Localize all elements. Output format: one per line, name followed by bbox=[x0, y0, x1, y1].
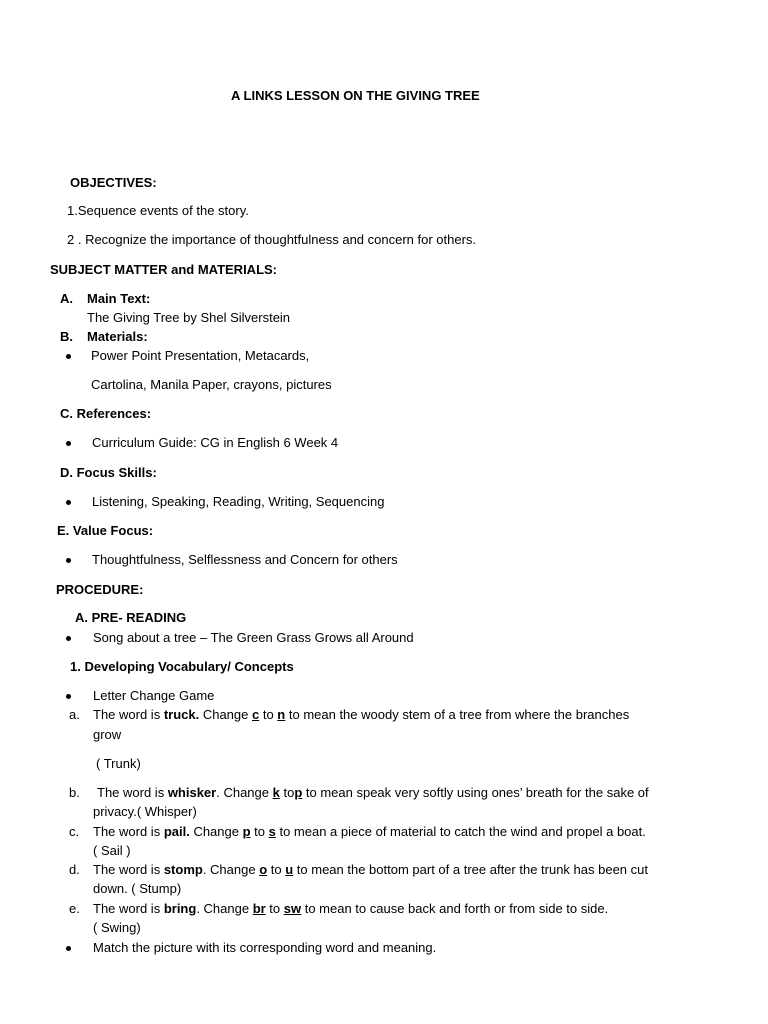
letter-from: p bbox=[242, 824, 251, 839]
letter-from: k bbox=[272, 785, 280, 800]
letter-from: br bbox=[252, 901, 266, 916]
letter-to: s bbox=[268, 824, 276, 839]
letter-to: u bbox=[285, 862, 294, 877]
objective-item: 1.Sequence events of the story. bbox=[67, 203, 249, 218]
main-text-label: Main Text: bbox=[87, 291, 151, 306]
match-instruction: Match the picture with its corresponding word and meaning. bbox=[93, 940, 437, 955]
bullet-icon bbox=[66, 636, 71, 641]
vocab-item: The word is stomp. Change o to u to mean the bottom part of a tree after the trunk has been cut bbox=[93, 862, 648, 877]
value-focus-label: E. Value Focus: bbox=[57, 523, 154, 538]
bullet-icon bbox=[66, 558, 71, 563]
vocab-word: stomp bbox=[163, 862, 203, 877]
letter-change-game: Letter Change Game bbox=[93, 688, 215, 703]
list-marker: c. bbox=[69, 824, 80, 839]
pre-reading-heading: A. PRE- READING bbox=[75, 610, 187, 625]
value-focus-value: Thoughtfulness, Selflessness and Concern for others bbox=[92, 552, 398, 567]
vocab-item-continued: privacy.( Whisper) bbox=[93, 804, 197, 819]
bullet-icon bbox=[66, 441, 71, 446]
list-marker: B. bbox=[60, 329, 73, 344]
focus-skills-label: D. Focus Skills: bbox=[60, 465, 157, 480]
subject-matter-heading: SUBJECT MATTER and MATERIALS: bbox=[50, 262, 278, 277]
vocab-item: The word is truck. Change c to n to mean the woody stem of a tree from where the branches bbox=[93, 707, 630, 722]
bullet-icon bbox=[66, 354, 71, 359]
list-marker: e. bbox=[69, 901, 80, 916]
bullet-icon bbox=[66, 694, 71, 699]
letter-to: p bbox=[294, 785, 303, 800]
procedure-heading: PROCEDURE: bbox=[56, 582, 144, 597]
vocab-item-continued: ( Swing) bbox=[93, 920, 141, 935]
vocab-word: whisker bbox=[167, 785, 217, 800]
vocab-item-continued: ( Sail ) bbox=[93, 843, 131, 858]
references-value: Curriculum Guide: CG in English 6 Week 4 bbox=[92, 435, 339, 450]
references-label: C. References: bbox=[60, 406, 152, 421]
objectives-heading: OBJECTIVES: bbox=[70, 175, 157, 190]
list-marker: a. bbox=[69, 707, 80, 722]
vocab-item: The word is bring. Change br to sw to mean to cause back and forth or from side to side. bbox=[93, 901, 609, 916]
vocab-word: truck. bbox=[163, 707, 200, 722]
vocab-word: pail. bbox=[163, 824, 190, 839]
list-marker: b. bbox=[69, 785, 80, 800]
vocab-item-continued: down. ( Stump) bbox=[93, 881, 182, 896]
objective-item: 2 . Recognize the importance of thoughtfulness and concern for others. bbox=[67, 232, 477, 247]
main-text-value: The Giving Tree by Shel Silverstein bbox=[87, 310, 291, 325]
materials-line: Power Point Presentation, Metacards, bbox=[91, 348, 310, 363]
song-item: Song about a tree – The Green Grass Grows all Around bbox=[93, 630, 414, 645]
vocabulary-heading: 1. Developing Vocabulary/ Concepts bbox=[70, 659, 294, 674]
vocab-word: bring bbox=[163, 901, 197, 916]
list-marker: d. bbox=[69, 862, 80, 877]
focus-skills-value: Listening, Speaking, Reading, Writing, Sequencing bbox=[92, 494, 385, 509]
vocab-item-continued: grow bbox=[93, 727, 122, 742]
document-title: A LINKS LESSON ON THE GIVING TREE bbox=[231, 88, 480, 103]
materials-line: Cartolina, Manila Paper, crayons, pictures bbox=[91, 377, 332, 392]
letter-to: n bbox=[277, 707, 286, 722]
bullet-icon bbox=[66, 500, 71, 505]
list-marker: A. bbox=[60, 291, 73, 306]
vocab-item: The word is whisker. Change k top to mean speak very softly using ones’ breath for the sake of bbox=[97, 785, 649, 800]
vocab-answer: ( Trunk) bbox=[96, 756, 141, 771]
vocab-item: The word is pail. Change p to s to mean a piece of material to catch the wind and propel a boat. bbox=[93, 824, 646, 839]
materials-label: Materials: bbox=[87, 329, 148, 344]
letter-from: c bbox=[251, 707, 260, 722]
letter-from: o bbox=[259, 862, 268, 877]
letter-to: sw bbox=[283, 901, 302, 916]
bullet-icon bbox=[66, 946, 71, 951]
